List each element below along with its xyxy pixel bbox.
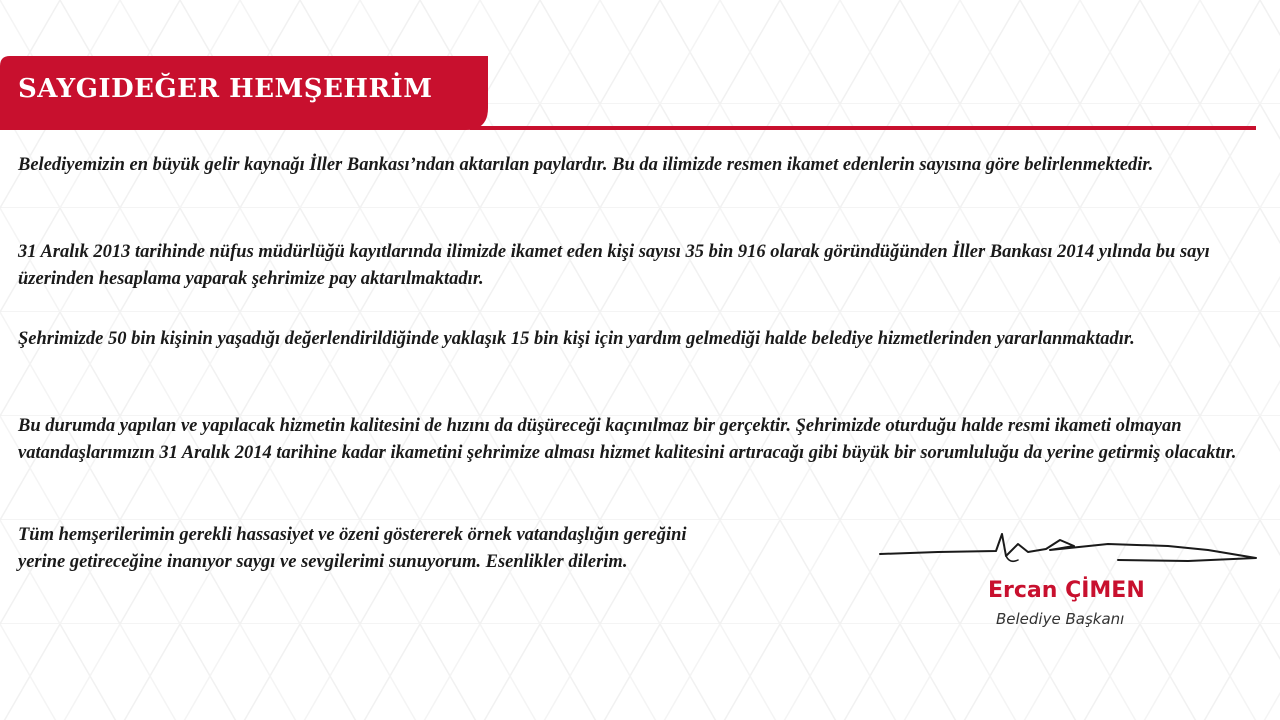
handwritten-signature	[878, 528, 1260, 578]
paragraph-3: Şehrimizde 50 bin kişinin yaşadığı değerlendirildiğinde yaklaşık 15 bin kişi için yardım gelmediği halde belediye hizmetlerinden yararlanmaktadır.	[18, 329, 1135, 349]
signatory-name: Ercan ÇİMEN	[988, 578, 1145, 603]
paragraph-5: Tüm hemşerilerimin gerekli hassasiyet ve özeni göstererek örnek vatandaşlığın gereğini yerine getireceğine inanıyor saygı ve sevgilerimi sunuyorum. Esenlikler dilerim.	[18, 525, 687, 572]
signatory-title: Belediye Başkanı	[996, 610, 1125, 628]
header-underline	[470, 126, 1256, 130]
page-title: SAYGIDEĞER HEMŞEHRİM	[18, 74, 433, 104]
paragraph-4: Bu durumda yapılan ve yapılacak hizmetin kalitesini de hızını da düşüreceği kaçınılmaz bir gerçektir. Şehrimizde oturduğu halde resmi ikameti olmayan vatandaşlarımızın 31 Aralık 2014 tarihine kadar ikametini şehrimize alması hizmet kalitesini artıracağı gibi büyük bir sorumluluğu da yerine getirmiş olacaktır.	[18, 416, 1237, 463]
paragraph-1: Belediyemizin en büyük gelir kaynağı İller Bankası’ndan aktarılan paylardır. Bu da ilimizde resmen ikamet edenlerin sayısına göre belirlenmektedir.	[18, 155, 1154, 175]
paragraph-2: 31 Aralık 2013 tarihinde nüfus müdürlüğü kayıtlarında ilimizde ikamet eden kişi sayısı 35 bin 916 olarak göründüğünden İller Bankası 2014 yılında bu sayı üzerinden hesaplama yaparak şehrimize pay aktarılmaktadır.	[18, 242, 1210, 289]
